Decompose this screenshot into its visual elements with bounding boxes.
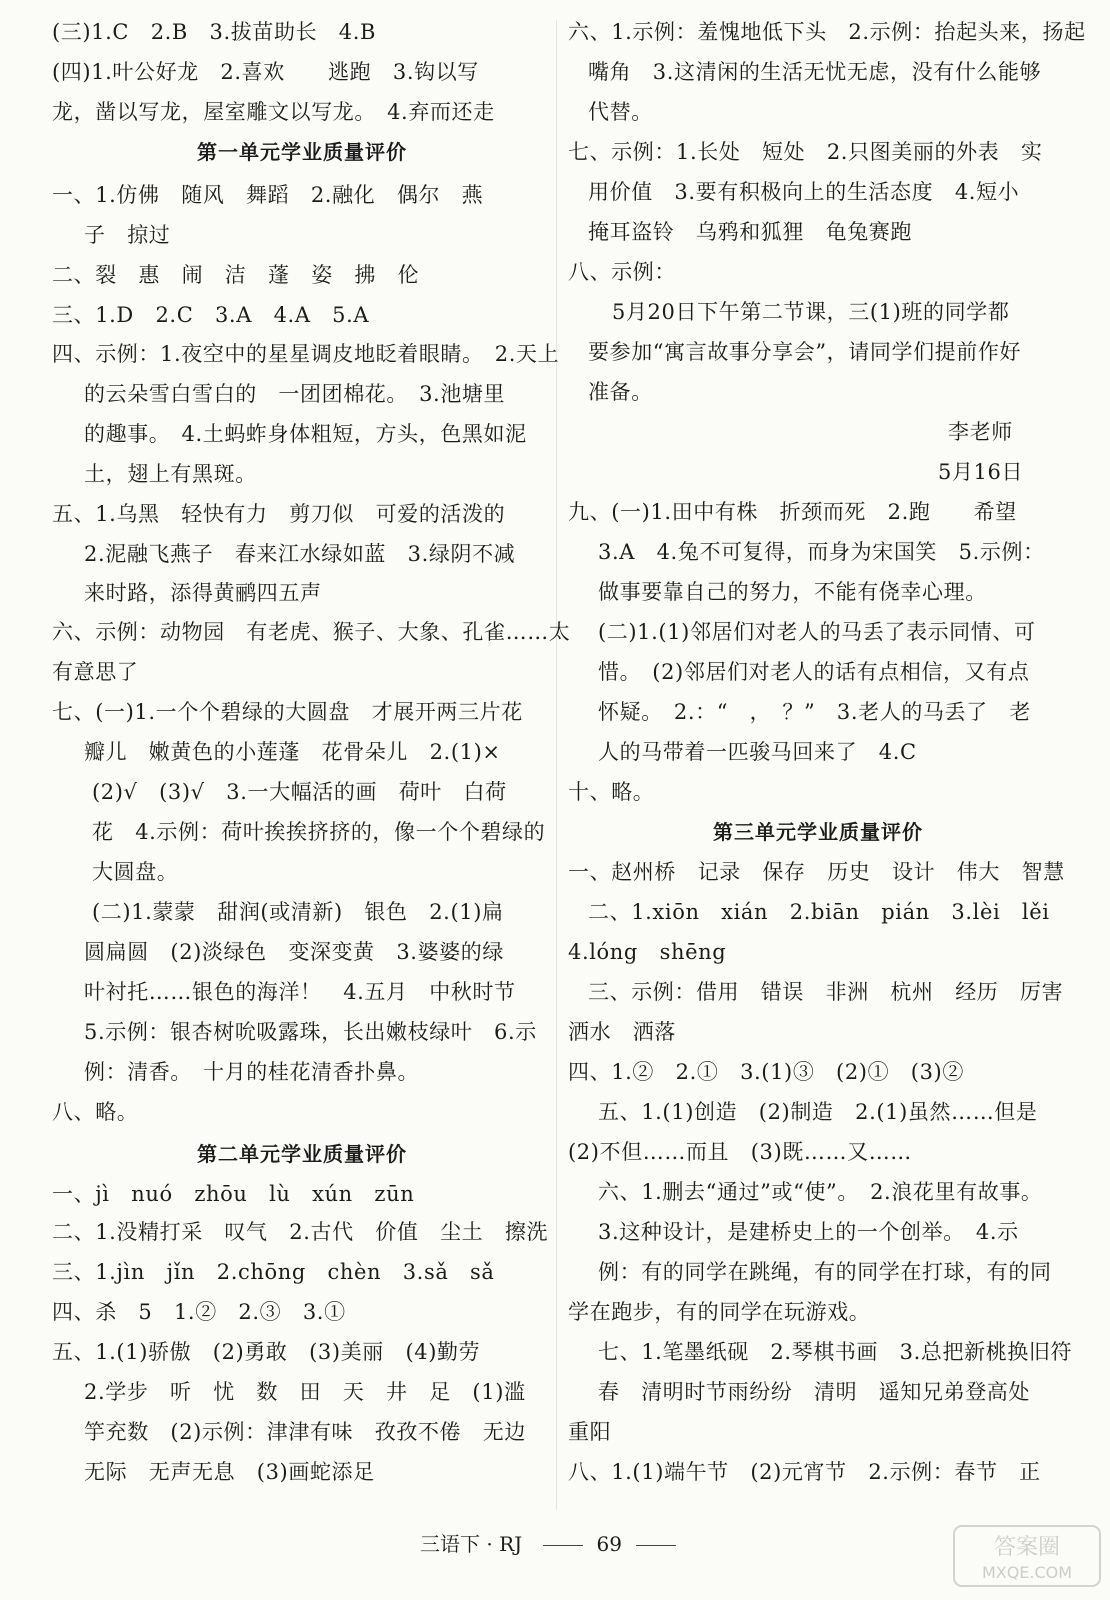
section-heading: 第三单元学业质量评价 <box>713 820 923 844</box>
watermark-text-url: MXQE.COM <box>981 1563 1073 1582</box>
page-footer <box>0 1528 1110 1557</box>
section-heading: 第一单元学业质量评价 <box>197 140 407 164</box>
answer-line: 竽充数 (2)示例：津津有味 孜孜不倦 无边 <box>84 1420 526 1444</box>
answer-line: 五、1.(1)创造 (2)制造 2.(1)虽然……但是 <box>598 1100 1038 1124</box>
answer-line: (三)1.C 2.B 3.拔苗助长 4.B <box>52 20 377 44</box>
answer-line: 春 清明时节雨纷纷 清明 遥知兄弟登高处 <box>598 1380 1030 1404</box>
answer-line: 人的马带着一匹骏马回来了 4.C <box>598 740 917 764</box>
answer-line: 洒水 洒落 <box>568 1020 676 1044</box>
answer-line: 嘴角 3.这清闲的生活无忧无虑，没有什么能够 <box>588 60 1042 84</box>
answer-line: 三、示例：借用 错误 非洲 杭州 经历 厉害 <box>588 980 1064 1004</box>
answer-line: 叶衬托……银色的海洋！ 4.五月 中秋时节 <box>84 980 516 1004</box>
answer-line: 的云朵雪白雪白的 一团团棉花。 3.池塘里 <box>84 382 506 406</box>
section-heading: 第二单元学业质量评价 <box>197 1142 407 1166</box>
answer-line: 2.学步 听 忧 数 田 天 井 足 (1)滥 <box>84 1380 526 1404</box>
answer-line: 花 4.示例：荷叶挨挨挤挤的，像一个个碧绿的 <box>92 820 546 844</box>
answer-line: 做事要靠自己的努力，不能有侥幸心理。 <box>598 580 987 604</box>
answer-line: 四、杀 5 1.② 2.③ 3.① <box>52 1300 346 1324</box>
answer-line: 准备。 <box>588 380 653 404</box>
answer-line: 八、1.(1)端午节 (2)元宵节 2.示例：春节 正 <box>568 1460 1041 1484</box>
answer-line: 5月20日下午第二节课，三(1)班的同学都 <box>612 300 1010 324</box>
answer-line: 的趣事。 4.土蚂蚱身体粗短，方头，色黑如泥 <box>84 422 527 446</box>
answer-line: 三、1.jìn jǐn 2.chōng chèn 3.sǎ sǎ <box>52 1260 495 1284</box>
answer-line: 学在跑步，有的同学在玩游戏。 <box>568 1300 871 1324</box>
answer-line: 八、略。 <box>52 1100 139 1124</box>
answer-line: 惜。 (2)邻居们对老人的话有点相信，又有点 <box>598 660 1030 684</box>
answer-line: 怀疑。 2.：“ ， ？” 3.老人的马丢了 老 <box>598 700 1031 724</box>
page-number: 69 <box>596 1532 622 1556</box>
answer-line: 二、1.xiōn xián 2.biān pián 3.lèi lěi <box>588 900 1050 924</box>
watermark-text-main: 答案圈 <box>993 1535 1061 1560</box>
column-divider <box>556 20 557 1510</box>
answer-line: 例：清香。 十月的桂花清香扑鼻。 <box>84 1060 420 1084</box>
answer-line: 一、赵州桥 记录 保存 历史 设计 伟大 智慧 <box>568 860 1065 884</box>
answer-line: 要参加“寓言故事分享会”，请同学们提前作好 <box>588 340 1022 364</box>
answer-line: 4.lóng shēng <box>568 940 727 964</box>
answer-line: 四、示例：1.夜空中的星星调皮地眨着眼睛。 2.天上 <box>52 342 560 366</box>
answer-line: 一、jì nuó zhōu lù xún zūn <box>52 1182 415 1206</box>
answer-line: 瓣儿 嫩黄色的小莲蓬 花骨朵儿 2.(1)× <box>84 740 501 764</box>
footer-dash <box>636 1545 676 1546</box>
answer-line: 无际 无声无息 (3)画蛇添足 <box>84 1460 375 1484</box>
answer-line: 二、1.没精打采 叹气 2.古代 价值 尘土 擦洗 <box>52 1220 549 1244</box>
watermark-logo <box>952 1524 1102 1588</box>
answer-line: 用价值 3.要有积极向上的生活态度 4.短小 <box>588 180 1020 204</box>
answer-line: 大圆盘。 <box>92 860 179 884</box>
subject-label: 三语下 · RJ <box>420 1532 523 1556</box>
answer-line: 四、1.② 2.① 3.(1)③ (2)① (3)② <box>568 1060 964 1084</box>
answer-line: 3.这种设计，是建桥史上的一个创举。 4.示 <box>598 1220 1019 1244</box>
answer-line: 六、示例：动物园 有老虎、猴子、大象、孔雀……太 <box>52 620 571 644</box>
answer-line: 3.A 4.兔不可复得，而身为宋国笑 5.示例： <box>598 540 1045 564</box>
answer-line: 七、示例：1.长处 短处 2.只图美丽的外表 实 <box>568 140 1043 164</box>
answer-line: 六、1.删去“通过”或“使”。 2.浪花里有故事。 <box>598 1180 1043 1204</box>
answer-line: 三、1.D 2.C 3.A 4.A 5.A <box>52 303 370 327</box>
answer-line: (2)√ (3)√ 3.一大幅活的画 荷叶 白荷 <box>92 780 507 804</box>
answer-line: 有意思了 <box>52 660 139 684</box>
answer-line: 来时路，添得黄鹂四五声 <box>84 581 322 605</box>
answer-line: 掩耳盗铃 乌鸦和狐狸 龟兔赛跑 <box>588 220 912 244</box>
answer-line: (二)1.蒙蒙 甜润(或清新) 银色 2.(1)扁 <box>92 900 504 924</box>
answer-line: 七、1.笔墨纸砚 2.琴棋书画 3.总把新桃换旧符 <box>598 1340 1073 1364</box>
answer-line: 龙，凿以写龙，屋室雕文以写龙。 4.弃而还走 <box>52 100 495 124</box>
answer-line: (2)不但……而且 (3)既……又…… <box>568 1140 912 1164</box>
answer-line: 一、1.仿佛 随风 舞蹈 2.融化 偶尔 燕 <box>52 183 484 207</box>
answer-line: 七、(一)1.一个个碧绿的大圆盘 才展开两三片花 <box>52 700 523 724</box>
answer-line: 十、略。 <box>568 780 655 804</box>
answer-line: 九、(一)1.田中有株 折颈而死 2.跑 希望 <box>568 500 1017 524</box>
answer-line: 5.示例：银杏树吮吸露珠，长出嫩枝绿叶 6.示 <box>84 1020 537 1044</box>
footer-dash <box>543 1545 583 1546</box>
answer-line: (四)1.叶公好龙 2.喜欢 逃跑 3.钩以写 <box>52 60 479 84</box>
answer-line: 六、1.示例：羞愧地低下头 2.示例：抬起头来，扬起 <box>568 20 1086 44</box>
answer-line: 李老师 <box>948 420 1013 444</box>
answer-line: 二、裂 惠 闹 洁 蓬 姿 拂 伦 <box>52 263 420 287</box>
answer-line: 土，翅上有黑斑。 <box>84 462 257 486</box>
answer-line: 代替。 <box>588 100 653 124</box>
answer-line: 重阳 <box>568 1420 612 1444</box>
answer-line: 5月16日 <box>938 460 1024 484</box>
answer-line: 圆扁圆 (2)淡绿色 变深变黄 3.婆婆的绿 <box>84 940 504 964</box>
answer-line: 五、1.乌黑 轻快有力 剪刀似 可爱的活泼的 <box>52 502 506 526</box>
answer-line: 五、1.(1)骄傲 (2)勇敢 (3)美丽 (4)勤劳 <box>52 1340 481 1364</box>
answer-line: 子 掠过 <box>84 223 171 247</box>
answer-line: 例：有的同学在跳绳，有的同学在打球，有的同 <box>598 1260 1052 1284</box>
answer-line: 八、示例： <box>568 260 676 284</box>
answer-line: (二)1.(1)邻居们对老人的马丢了表示同情、可 <box>598 620 1036 644</box>
answer-line: 2.泥融飞燕子 春来江水绿如蓝 3.绿阴不减 <box>84 542 516 566</box>
